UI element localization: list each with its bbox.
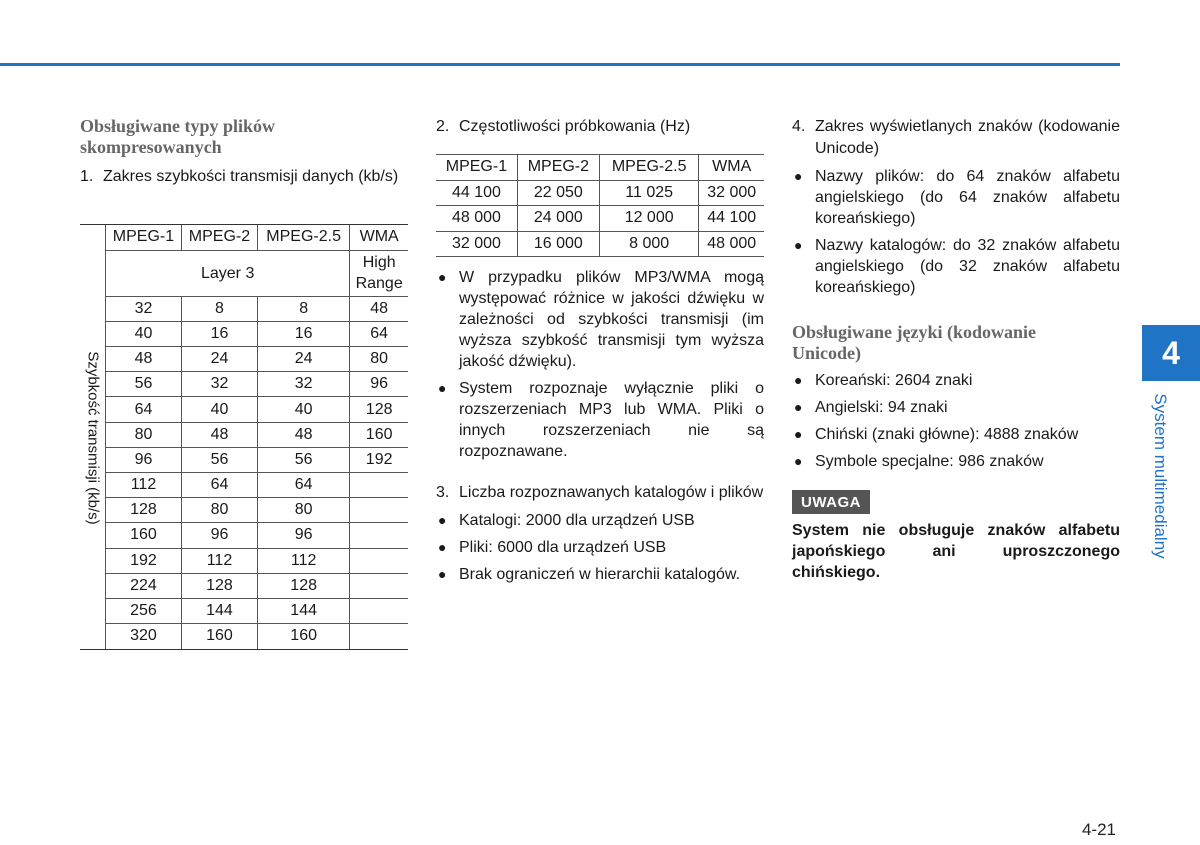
table-cell — [350, 473, 408, 498]
table-cell: 144 — [257, 598, 349, 623]
table-cell: 32 000 — [436, 231, 517, 257]
table-cell: 56 — [257, 447, 349, 472]
table-row — [106, 473, 408, 498]
table-cell: 160 — [181, 624, 257, 649]
table-cell: 112 — [181, 548, 257, 573]
table-cell: 32 000 — [699, 180, 764, 206]
table-cell: 8 — [181, 296, 257, 321]
high-range-cell — [350, 250, 408, 296]
table-cell — [350, 523, 408, 548]
table-cell: 96 — [350, 372, 408, 397]
heading-line: Unicode) — [792, 343, 861, 363]
table-cell: 22 050 — [517, 180, 599, 206]
table-header-cell: WMA — [699, 155, 764, 181]
table-row — [106, 447, 408, 472]
column-characters — [792, 116, 1120, 583]
section-heading-languages — [792, 322, 1120, 364]
bullet-icon: ● — [794, 372, 803, 388]
bullet-text: Angielski: 94 znaki — [815, 399, 948, 416]
table-row — [106, 347, 408, 372]
bitrate-side-label-cell — [80, 225, 106, 649]
bullet-icon: ● — [438, 566, 447, 582]
table-cell: 224 — [106, 573, 181, 598]
note-box — [792, 490, 1120, 583]
table-cell: 64 — [106, 397, 181, 422]
bullet-list-quality — [436, 267, 764, 462]
table-cell: 112 — [106, 473, 181, 498]
item-number: 2. — [436, 118, 450, 135]
table-row — [106, 397, 408, 422]
table-cell: 80 — [350, 347, 408, 372]
top-rule — [0, 63, 1120, 66]
list-item — [436, 564, 764, 585]
table-header-cell: MPEG-1 — [436, 155, 517, 181]
column-sampling — [436, 116, 764, 591]
list-item — [792, 451, 1120, 472]
table-row — [436, 180, 764, 206]
table-row — [106, 372, 408, 397]
layer-label-cell: Layer 3 — [106, 250, 350, 296]
bitrate-table — [80, 224, 408, 650]
table-row — [106, 296, 408, 321]
table-cell: 80 — [106, 422, 181, 447]
bullet-text: System rozpoznaje wyłącznie pliki o rozszerzeniach MP3 lub WMA. Pliki o innych rozszerzeniach nie są rozpoznawane. — [459, 380, 764, 460]
table-cell: 32 — [257, 372, 349, 397]
numbered-item-sampling — [436, 116, 764, 138]
table-cell: 8 000 — [599, 231, 699, 257]
bullet-text: Katalogi: 2000 dla urządzeń USB — [459, 512, 695, 529]
table-header-row — [106, 225, 408, 250]
table-cell: 48 — [350, 296, 408, 321]
table-cell: 96 — [106, 447, 181, 472]
numbered-item-bitrate — [80, 166, 408, 188]
table-header-row — [436, 155, 764, 181]
table-row — [436, 206, 764, 232]
table-cell: 256 — [106, 598, 181, 623]
table-cell: 96 — [181, 523, 257, 548]
heading-line: Obsługiwane typy plików — [80, 116, 276, 136]
item-text: Częstotliwości próbkowania (Hz) — [459, 118, 691, 135]
bullet-icon: ● — [794, 237, 803, 253]
table-cell: 144 — [181, 598, 257, 623]
table-header-cell: MPEG-2.5 — [257, 225, 349, 250]
table-cell: 8 — [257, 296, 349, 321]
table-cell: 80 — [257, 498, 349, 523]
bullet-text: Nazwy katalogów: do 32 znaków alfabetu angielskiego (do 32 znaków alfabetu koreańskiego) — [815, 237, 1120, 296]
table-cell: 44 100 — [436, 180, 517, 206]
table-cell: 48 000 — [699, 231, 764, 257]
heading-line: Obsługiwane języki (kodowanie — [792, 322, 1037, 342]
table-cell: 160 — [350, 422, 408, 447]
bullet-text: Nazwy plików: do 64 znaków alfabetu angielskiego (do 64 znaków alfabetu koreańskiego) — [815, 168, 1120, 227]
heading-line: skompresowanych — [80, 137, 222, 157]
list-item — [436, 378, 764, 462]
item-number: 3. — [436, 484, 450, 501]
bullet-text: W przypadku plików MP3/WMA mogą występować różnice w jakości dźwięku w zależności od szybkości transmisji (im wyższa szybkość transmisji tym wyższa jakość dźwięku). — [459, 269, 764, 370]
item-text: Liczba rozpoznawanych katalogów i plików — [459, 484, 764, 501]
table-row — [106, 624, 408, 649]
bullet-text: Pliki: 6000 dla urządzeń USB — [459, 539, 667, 556]
table-cell: 112 — [257, 548, 349, 573]
table-cell: 48 — [106, 347, 181, 372]
table-row — [106, 598, 408, 623]
list-item — [792, 235, 1120, 298]
table-cell: 40 — [181, 397, 257, 422]
table-cell — [350, 548, 408, 573]
list-item — [436, 510, 764, 531]
table-cell: 11 025 — [599, 180, 699, 206]
numbered-item-characters — [792, 116, 1120, 160]
bullet-text: Symbole specjalne: 986 znaków — [815, 453, 1044, 470]
table-row — [106, 498, 408, 523]
table-row — [436, 231, 764, 257]
table-cell: 128 — [350, 397, 408, 422]
page-number: 4-21 — [1081, 820, 1116, 839]
list-item — [436, 537, 764, 558]
numbered-item-catalogs — [436, 482, 764, 504]
table-cell: 320 — [106, 624, 181, 649]
table-row — [106, 523, 408, 548]
table-cell: 24 — [257, 347, 349, 372]
table-cell: 12 000 — [599, 206, 699, 232]
bullet-icon: ● — [794, 426, 803, 442]
table-header-cell: WMA — [350, 225, 408, 250]
table-cell: 40 — [106, 321, 181, 346]
table-cell: 16 — [257, 321, 349, 346]
bullet-icon: ● — [438, 269, 447, 285]
table-cell: 160 — [257, 624, 349, 649]
item-text: Zakres szybkości transmisji danych (kb/s) — [103, 168, 399, 185]
bullet-list-languages — [792, 370, 1120, 472]
table-cell: 80 — [181, 498, 257, 523]
bullet-icon: ● — [794, 399, 803, 415]
table-cell: 160 — [106, 523, 181, 548]
bullet-list-limits — [436, 510, 764, 585]
table-cell: 32 — [181, 372, 257, 397]
bullet-list-name-limits — [792, 166, 1120, 298]
table-cell — [350, 624, 408, 649]
table-cell: 16 — [181, 321, 257, 346]
table-cell: 192 — [106, 548, 181, 573]
bitrate-side-label: Szybkość transmisji (kb/s) — [84, 351, 102, 525]
sampling-table — [436, 154, 764, 257]
table-cell: 128 — [181, 573, 257, 598]
note-text: System nie obsługuje znaków alfabetu japońskiego ani uproszczonego chińskiego. — [792, 522, 1120, 581]
table-row-layer — [106, 250, 408, 296]
high-range-line: Range — [355, 275, 403, 293]
table-cell — [350, 573, 408, 598]
table-header-cell: MPEG-2 — [181, 225, 257, 250]
bullet-text: Brak ograniczeń w hierarchii katalogów. — [459, 566, 741, 583]
list-item — [792, 370, 1120, 391]
table-header-cell: MPEG-2 — [517, 155, 599, 181]
bitrate-grid — [106, 225, 408, 649]
table-cell — [350, 498, 408, 523]
table-cell: 24 — [181, 347, 257, 372]
table-cell: 24 000 — [517, 206, 599, 232]
table-header-cell: MPEG-1 — [106, 225, 181, 250]
chapter-name: System multimedialny — [1151, 393, 1170, 559]
bullet-icon: ● — [438, 512, 447, 528]
column-compressed-file-types — [80, 116, 408, 188]
table-cell: 48 — [257, 422, 349, 447]
table-row — [106, 321, 408, 346]
table-header-cell: MPEG-2.5 — [599, 155, 699, 181]
table-row — [106, 422, 408, 447]
table-cell: 40 — [257, 397, 349, 422]
table-cell: 44 100 — [699, 206, 764, 232]
table-cell: 64 — [350, 321, 408, 346]
item-number: 4. — [792, 118, 806, 135]
table-cell: 64 — [181, 473, 257, 498]
chapter-tab[interactable]: 4 — [1142, 325, 1200, 381]
bullet-icon: ● — [794, 453, 803, 469]
table-cell: 16 000 — [517, 231, 599, 257]
table-cell: 32 — [106, 296, 181, 321]
table-cell: 96 — [257, 523, 349, 548]
table-cell: 56 — [106, 372, 181, 397]
item-text: Zakres wyświetlanych znaków (kodowanie Unicode) — [815, 118, 1120, 157]
table-cell: 192 — [350, 447, 408, 472]
bullet-text: Koreański: 2604 znaki — [815, 372, 973, 389]
table-cell: 48 000 — [436, 206, 517, 232]
bullet-icon: ● — [438, 380, 447, 396]
note-badge: UWAGA — [792, 490, 870, 514]
list-item — [792, 424, 1120, 445]
list-item — [792, 397, 1120, 418]
table-row — [106, 573, 408, 598]
table-cell — [350, 598, 408, 623]
table-cell: 64 — [257, 473, 349, 498]
section-heading-file-types — [80, 116, 408, 158]
bullet-icon: ● — [438, 539, 447, 555]
table-cell: 56 — [181, 447, 257, 472]
list-item — [436, 267, 764, 372]
table-cell: 48 — [181, 422, 257, 447]
table-row — [106, 548, 408, 573]
list-item — [792, 166, 1120, 229]
high-range-line: High — [362, 254, 396, 272]
table-cell: 128 — [257, 573, 349, 598]
bullet-icon: ● — [794, 168, 803, 184]
table-cell: 128 — [106, 498, 181, 523]
item-number: 1. — [80, 168, 94, 185]
bullet-text: Chiński (znaki główne): 4888 znaków — [815, 426, 1079, 443]
